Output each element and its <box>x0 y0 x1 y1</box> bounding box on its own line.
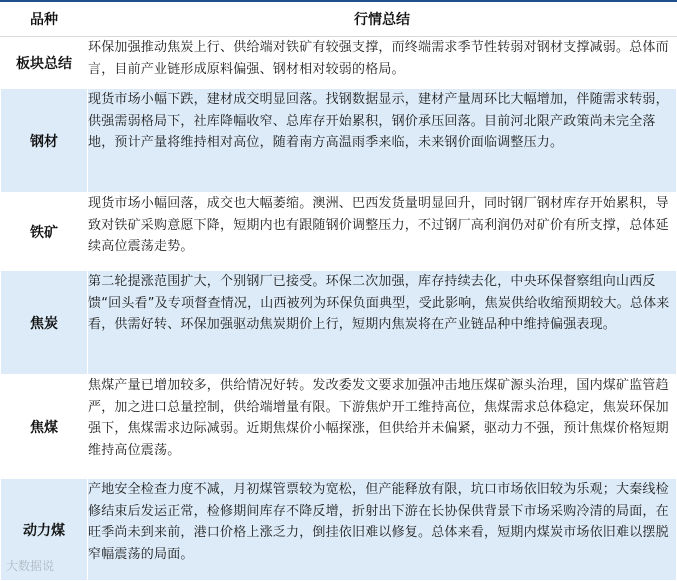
row-name: 焦煤 <box>1 375 88 479</box>
table-row <box>1 89 677 193</box>
header-summary: 行情总结 <box>88 1 677 37</box>
row-name: 焦炭 <box>1 271 88 375</box>
table-row <box>1 193 677 271</box>
row-text: 焦煤产量已增加较多，供给情况好转。发改委发文要求加强冲击地压煤矿源头治理，国内煤矿监管趋严，加之进口总量控制，供给端增量有限。下游焦炉开工维持高位，焦煤需求总体稳定，焦炭环保加强下，焦煤需求边际减弱。近期焦煤价小幅探涨，但供给并未偏紧，驱动力不强，预计焦煤价格短期维持高位震荡。 <box>88 375 677 479</box>
row-name: 铁矿 <box>1 193 88 271</box>
row-text: 现货市场小幅回落，成交也大幅萎缩。澳洲、巴西发货量明显回升，同时钢厂钢材库存开始累积，导致对铁矿采购意愿下降，短期内也有跟随钢价调整压力，不过钢厂高利润仍对矿价有所支撑，总体延续高位震荡走势。 <box>88 193 677 271</box>
table-row <box>1 375 677 479</box>
row-text: 产地安全检查力度不减，月初煤管票较为宽松，但产能释放有限，坑口市场依旧较为乐观；大秦线检修结束后发运正常，检修期间库存不降反增，折射出下游在长协保供背景下市场采购冷清的局面，在旺季尚未到来前，港口价格上涨乏力，倒挂依旧难以修复。总体来看，短期内煤炭市场依旧难以摆脱窄幅震荡的局面。 <box>88 479 677 581</box>
table-row <box>1 271 677 375</box>
row-name: 动力煤 <box>1 479 88 581</box>
row-name: 板块总结 <box>1 37 88 89</box>
header-variety: 品种 <box>1 1 88 37</box>
table-header-row <box>1 1 677 37</box>
table-row <box>1 37 677 89</box>
row-text: 第二轮提涨范围扩大，个别钢厂已接受。环保二次加强，库存持续去化，中央环保督察组向山西反馈“回头看”及专项督查情况，山西被列为环保负面典型，受此影响，焦炭供给收缩预期较大。总体来看，供需好转、环保加强驱动焦炭期价上行，短期内焦炭将在产业链品种中维持偏强表现。 <box>88 271 677 375</box>
row-text: 现货市场小幅下跌，建材成交明显回落。找钢数据显示，建材产量周环比大幅增加，伴随需求转弱，供强需弱格局下，社库降幅收窄、总库存开始累积，钢价承压回落。目前河北限产政策尚未完全落地，预计产量将维持相对高位，随着南方高温雨季来临，未来钢价面临调整压力。 <box>88 89 677 193</box>
table-row <box>1 479 677 581</box>
row-name: 钢材 <box>1 89 88 193</box>
watermark-text: 大数据说 <box>6 559 55 573</box>
row-text: 环保加强推动焦炭上行、供给端对铁矿有较强支撑，而终端需求季节性转弱对钢材支撑减弱。总体而言，目前产业链形成原料偏强、钢材相对较弱的格局。 <box>88 37 677 89</box>
